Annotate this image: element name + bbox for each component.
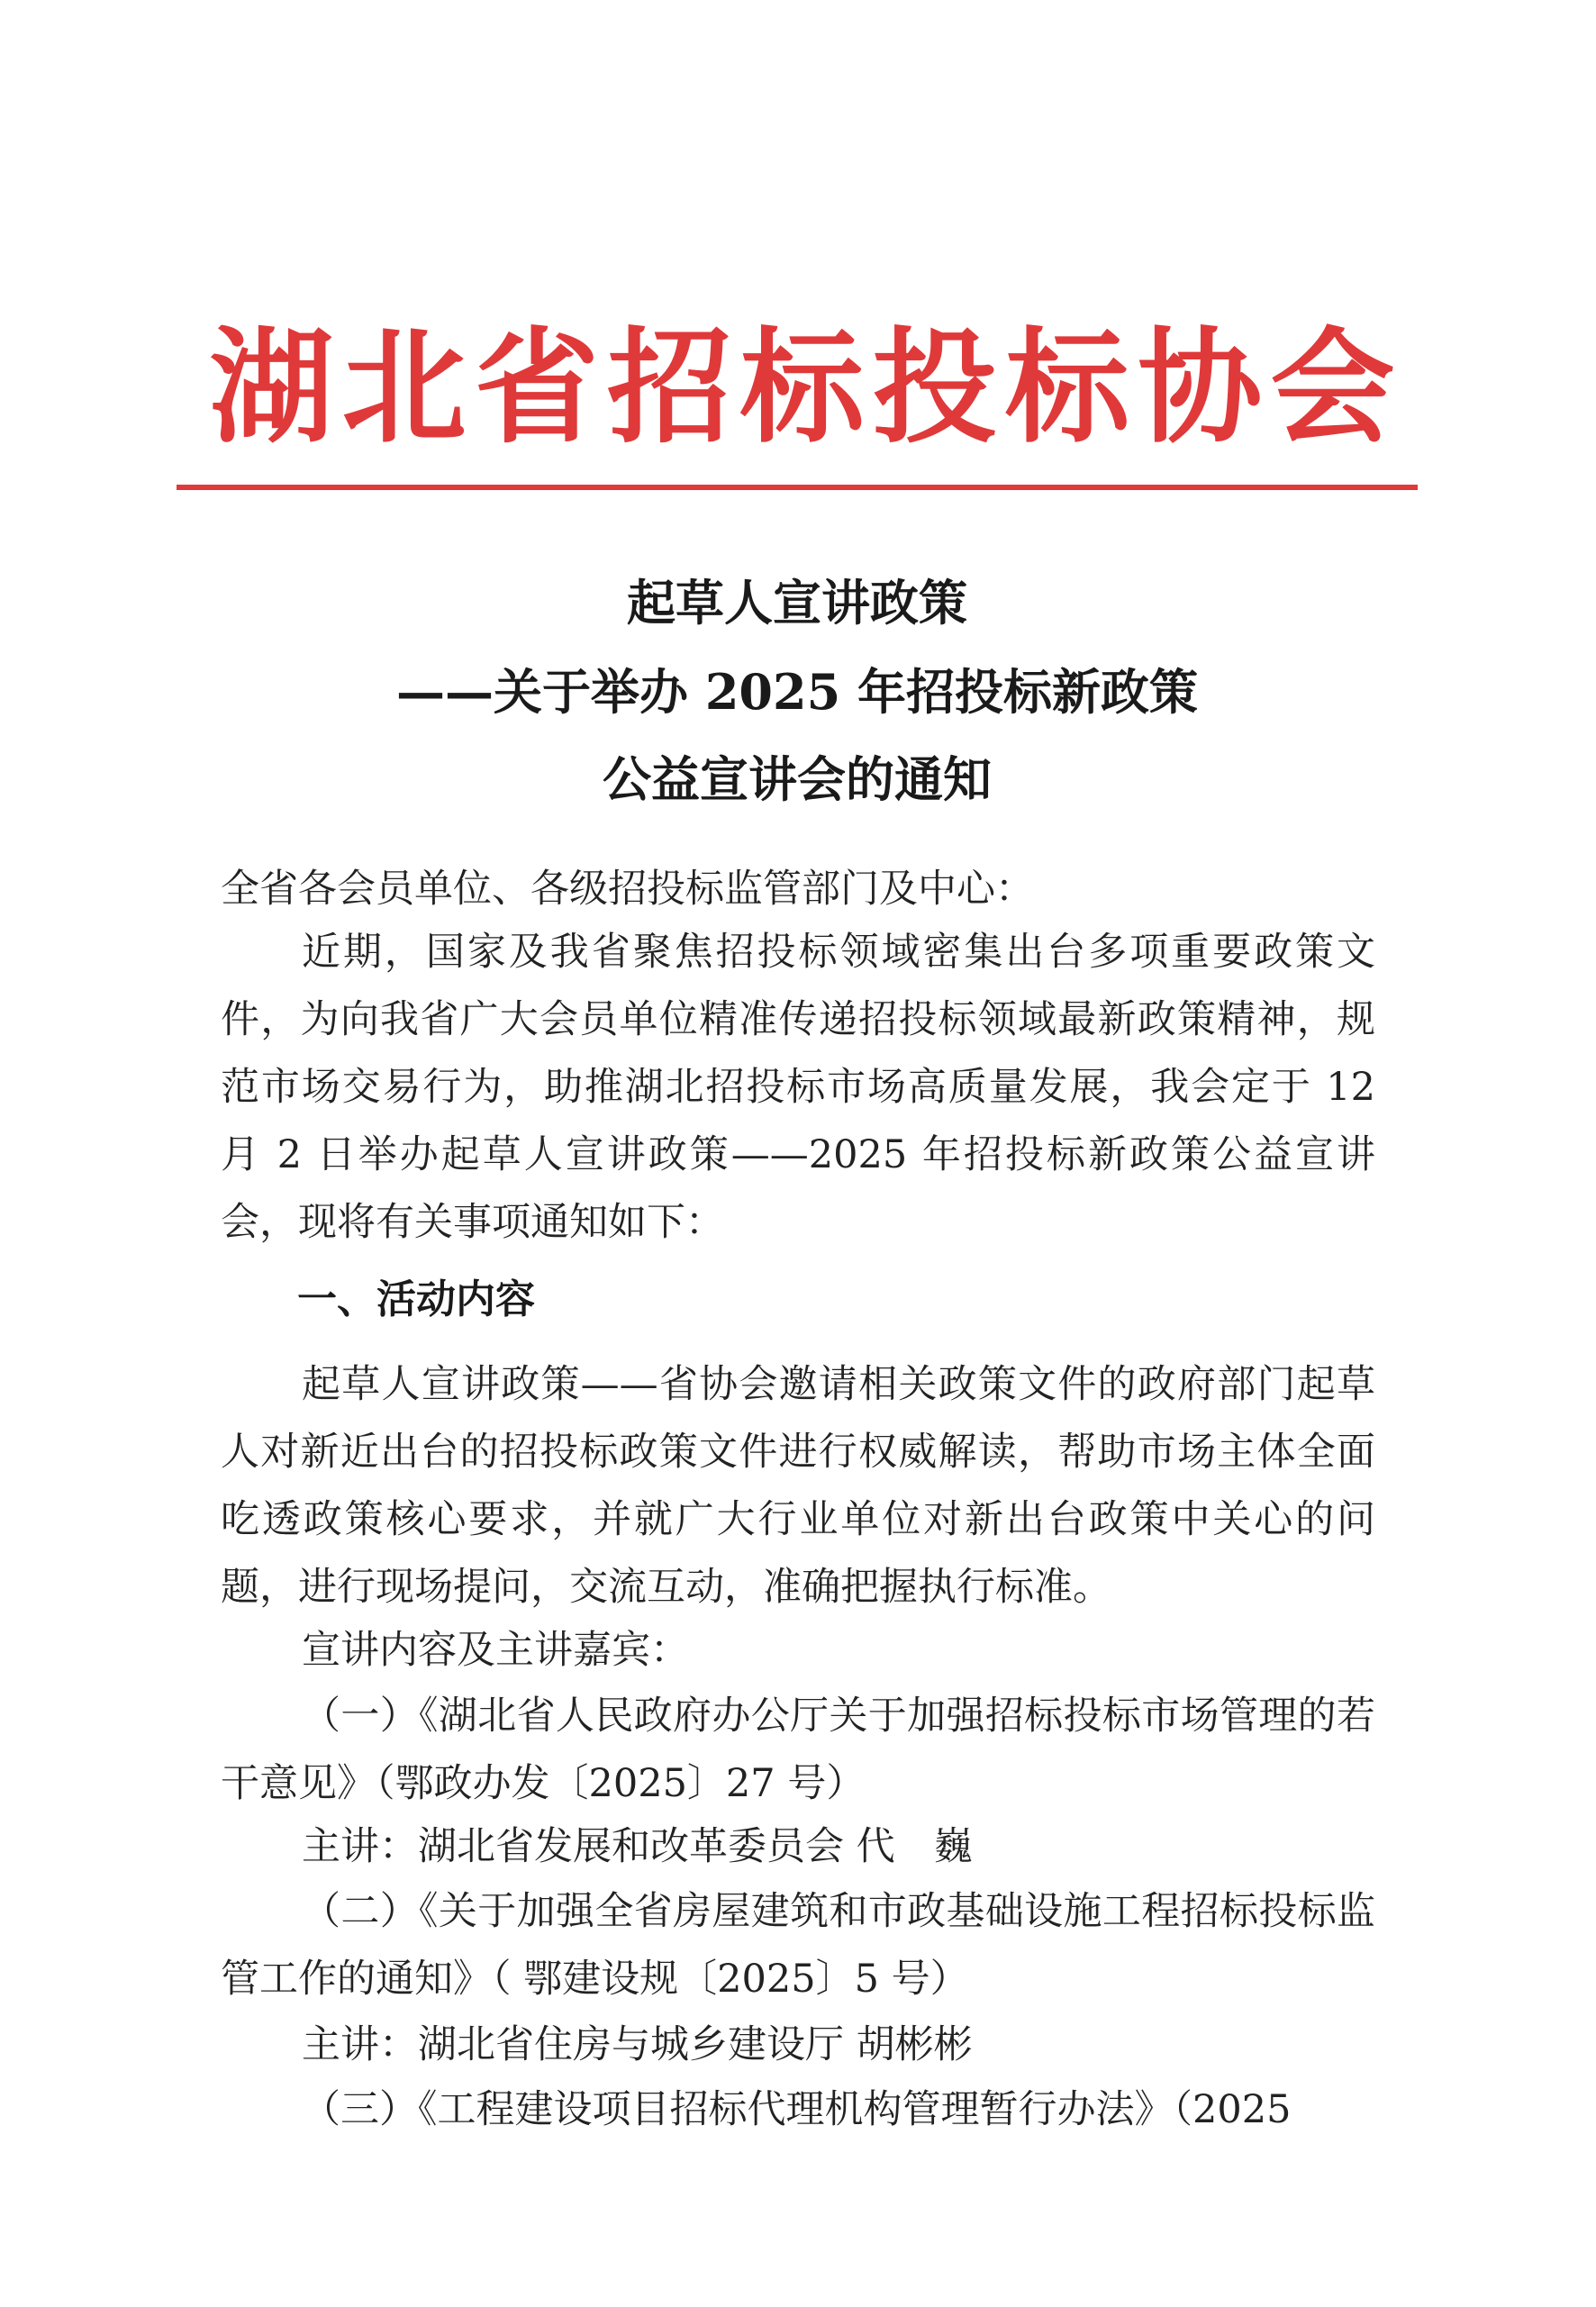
masthead-char: 省 [474,313,599,460]
document-title-line1: 起草人宣讲政策 [627,574,967,631]
speaker-2: 主讲：湖北省住房与城乡建设厅 胡彬彬 [302,2022,973,2067]
activity-paragraph: 起草人宣讲政策——省协会邀请相关政策文件的政府部门起草人对新近出台的招投标政策文件进行权威解读，帮助市场主体全面吃透政策核心要求，并就广大行业单位对新出台政策中关心的问题，进行现场提问，交流互动，准确把握执行标准。 [221,1362,1375,1610]
masthead-char: 湖 [209,313,334,460]
speakers-subheading: 宣讲内容及主讲嘉宾： [302,1628,689,1673]
list-item-3: （三）《工程建设项目招标代理机构管理暂行办法》（2025 [302,2087,1292,2132]
speaker-1: 主讲：湖北省发展和改革委员会 代 巍 [302,1824,973,1869]
masthead-char: 协 [1138,313,1263,460]
masthead-char: 会 [1270,313,1395,460]
masthead-char: 投 [872,313,997,460]
masthead-divider [177,485,1418,490]
masthead-char: 招 [607,313,732,460]
intro-paragraph: 近期，国家及我省聚焦招投标领域密集出台多项重要政策文件，为向我省广大会员单位精准传递招投标领域最新政策精神，规范市场交易行为，助推湖北招投标市场高质量发展，我会定于 12 月 2 日举办起草人宣讲政策——2025 年招投标新政策公益宣讲会，现将有关事项通知如下： [221,930,1375,1245]
salutation: 全省各会员单位、各级招投标监管部门及中心： [221,867,1034,912]
document-title-line2: ——关于举办 2025 年招投标新政策 [396,663,1198,721]
masthead-char: 北 [341,313,467,460]
list-item-2: （二）《关于加强全省房屋建筑和市政基础设施工程招标投标监管工作的通知》（ 鄂建设规〔2025〕5 号） [221,1889,1375,2002]
masthead-char: 标 [1004,313,1129,460]
document-title-line3: 公益宣讲会的通知 [603,750,992,808]
masthead-char: 标 [739,313,865,460]
list-item-1: （一）《湖北省人民政府办公厅关于加强招标投标市场管理的若干意见》（鄂政办发〔2025〕27 号） [221,1694,1375,1806]
masthead-title [205,311,1399,464]
section-heading-activity: 一、活动内容 [297,1276,535,1322]
